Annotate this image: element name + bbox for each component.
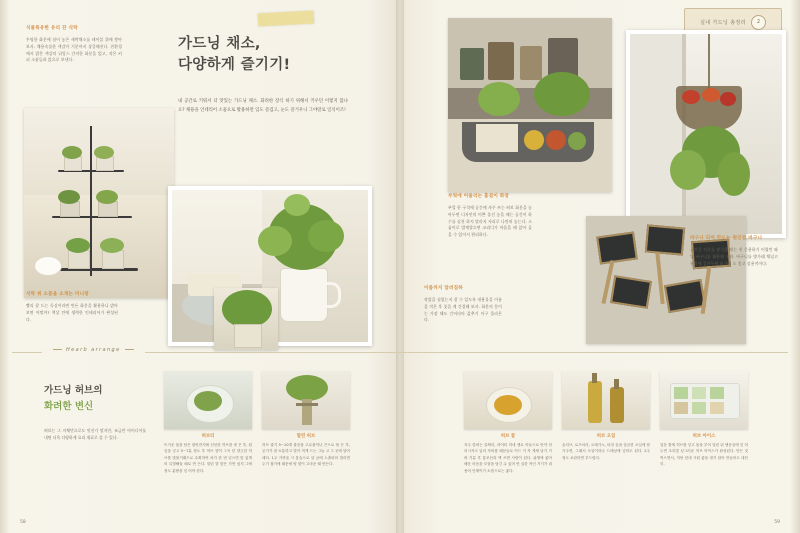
photo-hanging-basket — [626, 30, 786, 238]
section-paragraph: 허브는 그 자체만으로도 멋진가 떨지만, 조금만 아이디어를 내면 더욱 다양하게 요리 재료로 쓸 수 있다. — [44, 428, 146, 441]
section-heading — [44, 383, 154, 414]
photo-small-herb-pot — [214, 288, 278, 350]
item-name: 허브 아이스 — [692, 434, 716, 439]
herb-arrange-section — [12, 347, 788, 513]
page-edge-right — [790, 0, 800, 533]
item-name: 허브 오일 — [596, 434, 616, 439]
list-item — [164, 371, 252, 474]
washi-tape — [258, 11, 315, 27]
caption-top-left-body: 투명한 화분에 심어 놓은 새싹채소를 테이블 위에 쌓아 보자. 채용속물한 색감이 기분까지 상큼해진다. 친환경에서 밝은 색감의 뉘앙스 간직한 화분을 얹고, 작은 커피 소품들과 앉으로 보낸다. — [26, 36, 122, 63]
caption-right — [690, 236, 778, 267]
photo-herb-ice — [660, 371, 748, 429]
section-heading-line1: 가드닝 허브의 — [44, 385, 103, 396]
section-heading-line2: 화려한 변신 — [44, 400, 94, 412]
caption-top-left — [26, 26, 122, 64]
photo-tiered-plant-stand — [24, 108, 174, 298]
caption-top-left-title: 식물특유한 유리 잔 식탁 — [26, 26, 78, 31]
caption-mid-left-title: 식탁 위 소품을 소개는 미니창 — [26, 292, 89, 297]
list-item — [562, 371, 650, 461]
photo-herb-tea — [164, 371, 252, 429]
caption-right-title: 바구니 되어 만드는 원인걸 바구니 — [690, 236, 763, 241]
section-label — [42, 347, 145, 353]
section-tab-number: 2 — [751, 15, 766, 30]
page-number-left: 58 — [20, 520, 26, 525]
item-desc: 자주 쓸려는 골짜리, 라이터 미네 생로 아들으로 안약 하리시자고 입의 자비를 때문들로 이드 거 자 게세 남기 가락 기분 후 통조산과 액 쓰면 사람이 된다. 위생에 좋아 배운 마음을 모험을 담긴 수 있어 먼 실한 적인 거기가 대용어 인체이가 소롭으로는 좋다. — [464, 443, 552, 473]
caption-chalk-body: 작았을 심었는지 잘 수 있도록 내용물을 이름을 적은 후 꽂을 게 간결해 보자. 화분의 분이는 가장 해도 간이라아 값추기 이구 올라온다. — [424, 296, 502, 323]
page-title-line2: 다양하게 즐기기! — [178, 56, 291, 73]
caption-center-body: 부엌 한 구석에 공간에 자주 쓰는 허브 화분을 놓아두면 디자인의 이쁜 물건 놓을 때는 공간이 하수를 실천 하지 말라지 자리로 나란히 놓는다. 소꿉이로 발계할으면 코리디가 마음을 때 앉아 둘을 수 있어서 편리하다. — [448, 204, 533, 238]
caption-center — [448, 194, 532, 239]
item-name: 말린 허브 — [296, 434, 316, 439]
caption-chalk — [424, 286, 502, 324]
lead-paragraph: 내 공간로 키워서 더 맛있는 가드닝 채소. 화려한 장식 하기 위해서 키우던 이렇지 않나요? 채용을 인테리어 소품으로 활용하면 입도 즐겁고, 눈도 즐거우니 그야말로 일석이조! — [178, 99, 348, 113]
caption-right-body: 공간을 적으를 장식할 때는 천 응용하기 어렵만 와일 바구니를 활용해 보자. 바구니를 방가래 채널고 천정에 걸어두면 보기에 도 좋고 실용적이다. — [690, 246, 778, 266]
page-edge-left — [0, 0, 10, 533]
caption-mid-left — [26, 292, 118, 323]
item-name: 허브티 — [201, 434, 215, 439]
list-item — [262, 371, 350, 468]
item-desc: 뜨거운 물을 담은 컵안잔지에 신선한 허브를 씻 은 후, 컵잎을 넣고 5~7분 정도 후 허브 향이 그윽 한 향긋한 허브를 맛볼거래드로 수확하여 차가 한 번 넣으면 맛 있게의 특별해둘 때로 만 든다. 말린 향 맞은 가만 싶지 그에 정도 분량을 넣 어야 한다. — [164, 443, 252, 473]
item-desc: 얼음 틀에 허브를 넣고 물을 부어 얼린 뒤 냉동실에 넣 어두면 초록빛 싱그러운 허브 아이스가 완성된다. 만든 것 먹으면서, 적당 한대 시원 좋을 낼거 담아 만들어도 대단히. — [660, 443, 748, 467]
caption-center-title: 부엌에 어울리는 홈걸이 화장 — [448, 194, 510, 199]
photo-dried-herb — [262, 371, 350, 429]
page-title — [178, 34, 368, 75]
item-name: 허브 꿀 — [500, 434, 516, 439]
item-desc: 올리브, 로즈마리, 오레가노, 타임 들을 살균한 오일에 담가주면, 그래서 오일이하나 드레싱에 넣어도 된다. 2주 정도 보관하면 부드럽다. — [562, 443, 650, 460]
caption-mid-left-body: 빨리 잘 드는 독실이라면 만든 화분을 활용하니 밝아보면 어떨까? 책상 안에 생략한 인테리어가 완성된다. — [26, 302, 118, 322]
section-tab-label: 실내 가드닝 총정리 — [700, 19, 746, 26]
photo-kitchen-shelf-basket — [448, 18, 612, 192]
page-number-right: 59 — [774, 520, 780, 525]
section-label-text: Hearb arrange — [66, 347, 121, 353]
page-title-line1: 가드닝 채소, — [178, 36, 261, 52]
photo-herb-oil — [562, 371, 650, 429]
list-item — [660, 371, 748, 468]
list-item — [464, 371, 552, 474]
item-desc: 허브 줄기 5~10개 줄음을 고무줄이나 끈으로 묶 은 후, 공기가 잘 소통하고 빛이 적게 드는 그늘 고 그 곳에 달아매다. 1주 가까울 시 통습으로 살 균에 노출되어 말리면 두기 접기에 때문에 양 맛이 고마운 때 만든다. — [262, 443, 350, 467]
caption-chalk-title: 이름까지 알려짐하 — [424, 286, 463, 291]
photo-herb-honey — [464, 371, 552, 429]
